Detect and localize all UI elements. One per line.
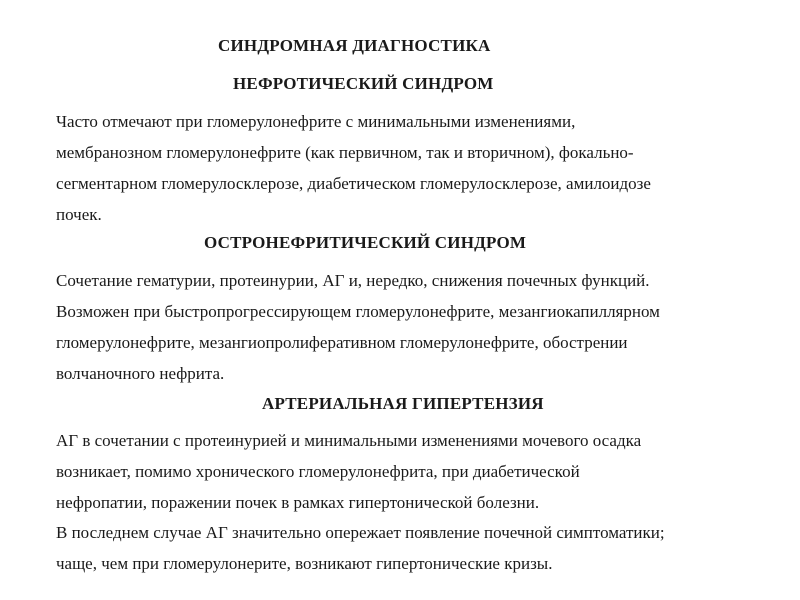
hypertension-heading: АРТЕРИАЛЬНАЯ ГИПЕРТЕНЗИЯ <box>262 394 544 413</box>
paragraph-line: волчаночного нефрита. <box>56 364 225 383</box>
paragraph-line: Возможен при быстропрогрессирующем гломерулонефрите, мезангиокапиллярном <box>56 302 660 321</box>
paragraph-line: мембранозном гломерулонефрите (как первичном, так и вторичном), фокально- <box>56 143 634 162</box>
hypertension-paragraph <box>56 425 776 518</box>
nephrotic-syndrome-paragraph <box>56 106 776 230</box>
nephritic-syndrome-paragraph <box>56 265 776 389</box>
paragraph-line: почек. <box>56 205 102 224</box>
paragraph-line: возникает, помимо хронического гломерулонефрита, при диабетической <box>56 462 580 481</box>
paragraph-line: сегментарном гломерулосклерозе, диабетическом гломерулосклерозе, амилоидозе <box>56 174 651 193</box>
nephrotic-syndrome-heading: НЕФРОТИЧЕСКИЙ СИНДРОМ <box>233 74 494 93</box>
main-heading: СИНДРОМНАЯ ДИАГНОСТИКА <box>218 36 491 55</box>
paragraph-line: АГ в сочетании с протеинурией и минимальными изменениями мочевого осадка <box>56 431 642 450</box>
nephritic-syndrome-heading: ОСТРОНЕФРИТИЧЕСКИЙ СИНДРОМ <box>204 233 527 252</box>
paragraph-line: гломерулонефрите, мезангиопролиферативном гломерулонефрите, обострении <box>56 333 628 352</box>
paragraph-line: В последнем случае АГ значительно опережает появление почечной симптоматики; <box>56 523 665 542</box>
paragraph-line: Сочетание гематурии, протеинурии, АГ и, нередко, снижения почечных функций. <box>56 271 650 290</box>
paragraph-line: Часто отмечают при гломерулонефрите с минимальными изменениями, <box>56 112 576 131</box>
paragraph-line: нефропатии, поражении почек в рамках гипертонической болезни. <box>56 493 540 512</box>
hypertension-note-paragraph <box>56 517 776 579</box>
paragraph-line: чаще, чем при гломерулонерите, возникают гипертонические кризы. <box>56 554 553 573</box>
